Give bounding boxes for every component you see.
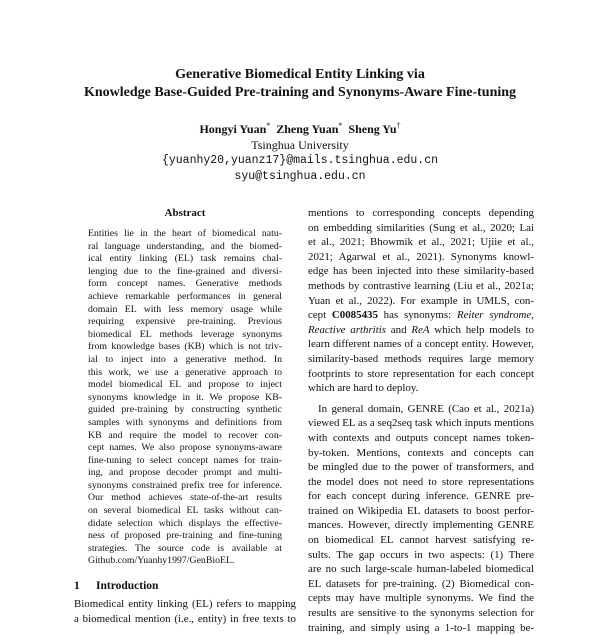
abstract-line: Github.com/Yuanhy1997/GenBioEL.	[88, 555, 235, 567]
body-line: sults. The gap occurs in two aspects: (1) There	[308, 548, 534, 561]
author-mark: †	[396, 121, 401, 130]
body-line: mentions to corresponding concepts depending	[308, 207, 534, 219]
title-line-2: Knowledge Base-Guided Pre-training and Synonyms-Aware Fine-tuning	[83, 85, 517, 100]
abstract-line: synonyms knowledge in it. We propose KB-	[88, 391, 282, 403]
abstract-line: synonyms constrained prefix tree for inference.	[88, 479, 282, 491]
paper-title	[40, 66, 560, 102]
text-span: cept	[308, 309, 332, 322]
intro-line: Biomedical entity linking (EL) refers to mapping	[74, 598, 296, 611]
section-number: 1	[74, 580, 80, 593]
body-line: training, and simply using a 1-to-1 mapping be-	[308, 621, 534, 634]
body-line: mances. However, directly implementing GENRE	[308, 519, 534, 532]
body-line: which are hard to deploy.	[308, 382, 419, 395]
synonym: ReA	[411, 323, 430, 336]
abstract-line: form concept names. Generative methods	[88, 278, 282, 290]
concept-id: C0085435	[331, 309, 378, 322]
section-title: Introduction	[96, 580, 159, 593]
body-line: 2021; Agarwal et al., 2021). Synonyms knowl-	[308, 250, 534, 263]
text-span: has synonyms:	[377, 309, 457, 322]
body-line: et al., 2021; Bhowmik et al., 2021; Ujiie et al.,	[308, 236, 534, 249]
affiliation: Tsinghua University	[251, 138, 349, 152]
body-line: methods by contrastive learning (Liu et al., 2021a;	[308, 279, 534, 292]
intro-line: a biomedical mention (i.e., entity) in free texts to	[74, 613, 296, 626]
abstract-heading: Abstract	[164, 207, 206, 219]
abstract-line: from knowledge bases (KB) which is not triv-	[88, 341, 282, 353]
abstract-line: ical entity linking (EL) task remains chal-	[88, 253, 282, 265]
abstract-line: model biomedical EL and propose to inject	[88, 379, 282, 391]
abstract-line: cept names. We also propose synonyms-aware	[88, 442, 282, 454]
author-name: Hongyi Yuan	[199, 122, 267, 136]
body-line: on embedding similarities (Sung et al., 2020; Lai	[308, 221, 534, 234]
body-line: be mingled due to the power of transformers, and	[308, 461, 534, 474]
left-column	[74, 206, 296, 627]
email-line-1: {yuanhy20,yuanz17}@mails.tsinghua.edu.cn	[161, 154, 439, 167]
abstract-line: Our method achieves state-of-the-art results	[88, 492, 282, 504]
abstract-line: strategies. The source code is available at	[88, 542, 282, 554]
abstract-line: achieve remarkable performances in general	[88, 290, 282, 302]
abstract-line: on several biomedical EL tasks without can-	[88, 505, 282, 517]
abstract-body	[74, 228, 296, 568]
intro-heading	[74, 579, 296, 593]
body-line-synonyms	[308, 323, 534, 338]
abstract-line: samples with synonyms and definitions from	[88, 416, 282, 428]
synonym: Reactive arthritis	[308, 323, 386, 336]
body-line: the model does not need to store representations	[308, 475, 534, 488]
body-line: with contexts and outputs concept names token-	[308, 431, 534, 444]
abstract-line: didate selection which displays the effective-	[88, 517, 282, 529]
right-column	[308, 206, 534, 635]
author-name: Zheng Yuan	[276, 122, 339, 136]
author-mark: *	[266, 121, 271, 130]
body-line: Yuan et al., 2022). For example in UMLS, con-	[308, 294, 534, 307]
abstract-line: requiring expensive pre-training. Previous	[88, 316, 282, 328]
author-block	[40, 118, 560, 185]
author-mark: *	[338, 121, 343, 130]
email-line-2: syu@tsinghua.edu.cn	[234, 170, 366, 183]
abstract-line: ial to inject into a generative method. In	[88, 353, 282, 365]
abstract-line: ing, and propose decoder prompt and multi-	[88, 467, 282, 479]
author-names	[40, 118, 560, 137]
abstract-line: guided pre-training by constructing synthetic	[88, 404, 282, 416]
body-line: trained on Wikipedia EL datasets to boost perfor-	[308, 504, 534, 517]
abstract-line: KB and require the model to recover con-	[88, 429, 282, 441]
abstract-line: ral language understanding, and the biomed-	[88, 240, 282, 252]
body-line: similarity-based methods requires large memory	[308, 352, 534, 365]
body-line-concept	[308, 308, 534, 323]
abstract-line: ness of proposed pre-training and fine-tuning	[88, 530, 282, 542]
body-line: by-token. Mentions, contexts and concepts can	[308, 446, 534, 459]
text-span: ,	[531, 309, 534, 322]
body-line: cepts may have multiple synonyms. We find the	[308, 592, 534, 605]
synonym: Reiter syndrome	[456, 309, 532, 322]
body-line: learn different names of a concept entity. However,	[308, 338, 534, 351]
body-line: edge has been injected into these similarity-based	[308, 265, 534, 278]
body-line: EL datasets for pre-training. (2) Biomedical con-	[308, 577, 534, 590]
body-line: footprints to store representation for each concept	[308, 367, 534, 380]
body-line: results are sensitive to the synonyms selection for	[308, 607, 534, 620]
abstract-line: this work, we use a generative approach to	[88, 366, 282, 378]
text-span: which help models to	[429, 323, 535, 336]
body-line: on biomedical EL cannot harvest satisfying re-	[308, 534, 534, 547]
body-line: are no such large-scale human-labeled biomedical	[308, 563, 534, 576]
body-line: for each concept during inference. GENRE pre-	[308, 490, 534, 503]
body-line: viewed EL as a seq2seq task which inputs mentions	[308, 417, 534, 430]
title-line-1: Generative Biomedical Entity Linking via	[175, 67, 425, 82]
abstract-line: lenging due to the fine-grained and diversi-	[88, 265, 282, 277]
abstract-line: domain EL with less memory usage while	[88, 303, 282, 315]
abstract-line: fine-tuning to select concept names for train-	[88, 454, 282, 466]
author-name: Sheng Yu	[348, 122, 397, 136]
body-line: In general domain, GENRE (Cao et al., 2021a)	[318, 402, 534, 415]
abstract-line: biomedical EL methods leverage synonyms	[88, 328, 282, 340]
text-span: and	[386, 323, 412, 336]
abstract-line: Entities lie in the heart of biomedical natu-	[88, 228, 282, 239]
